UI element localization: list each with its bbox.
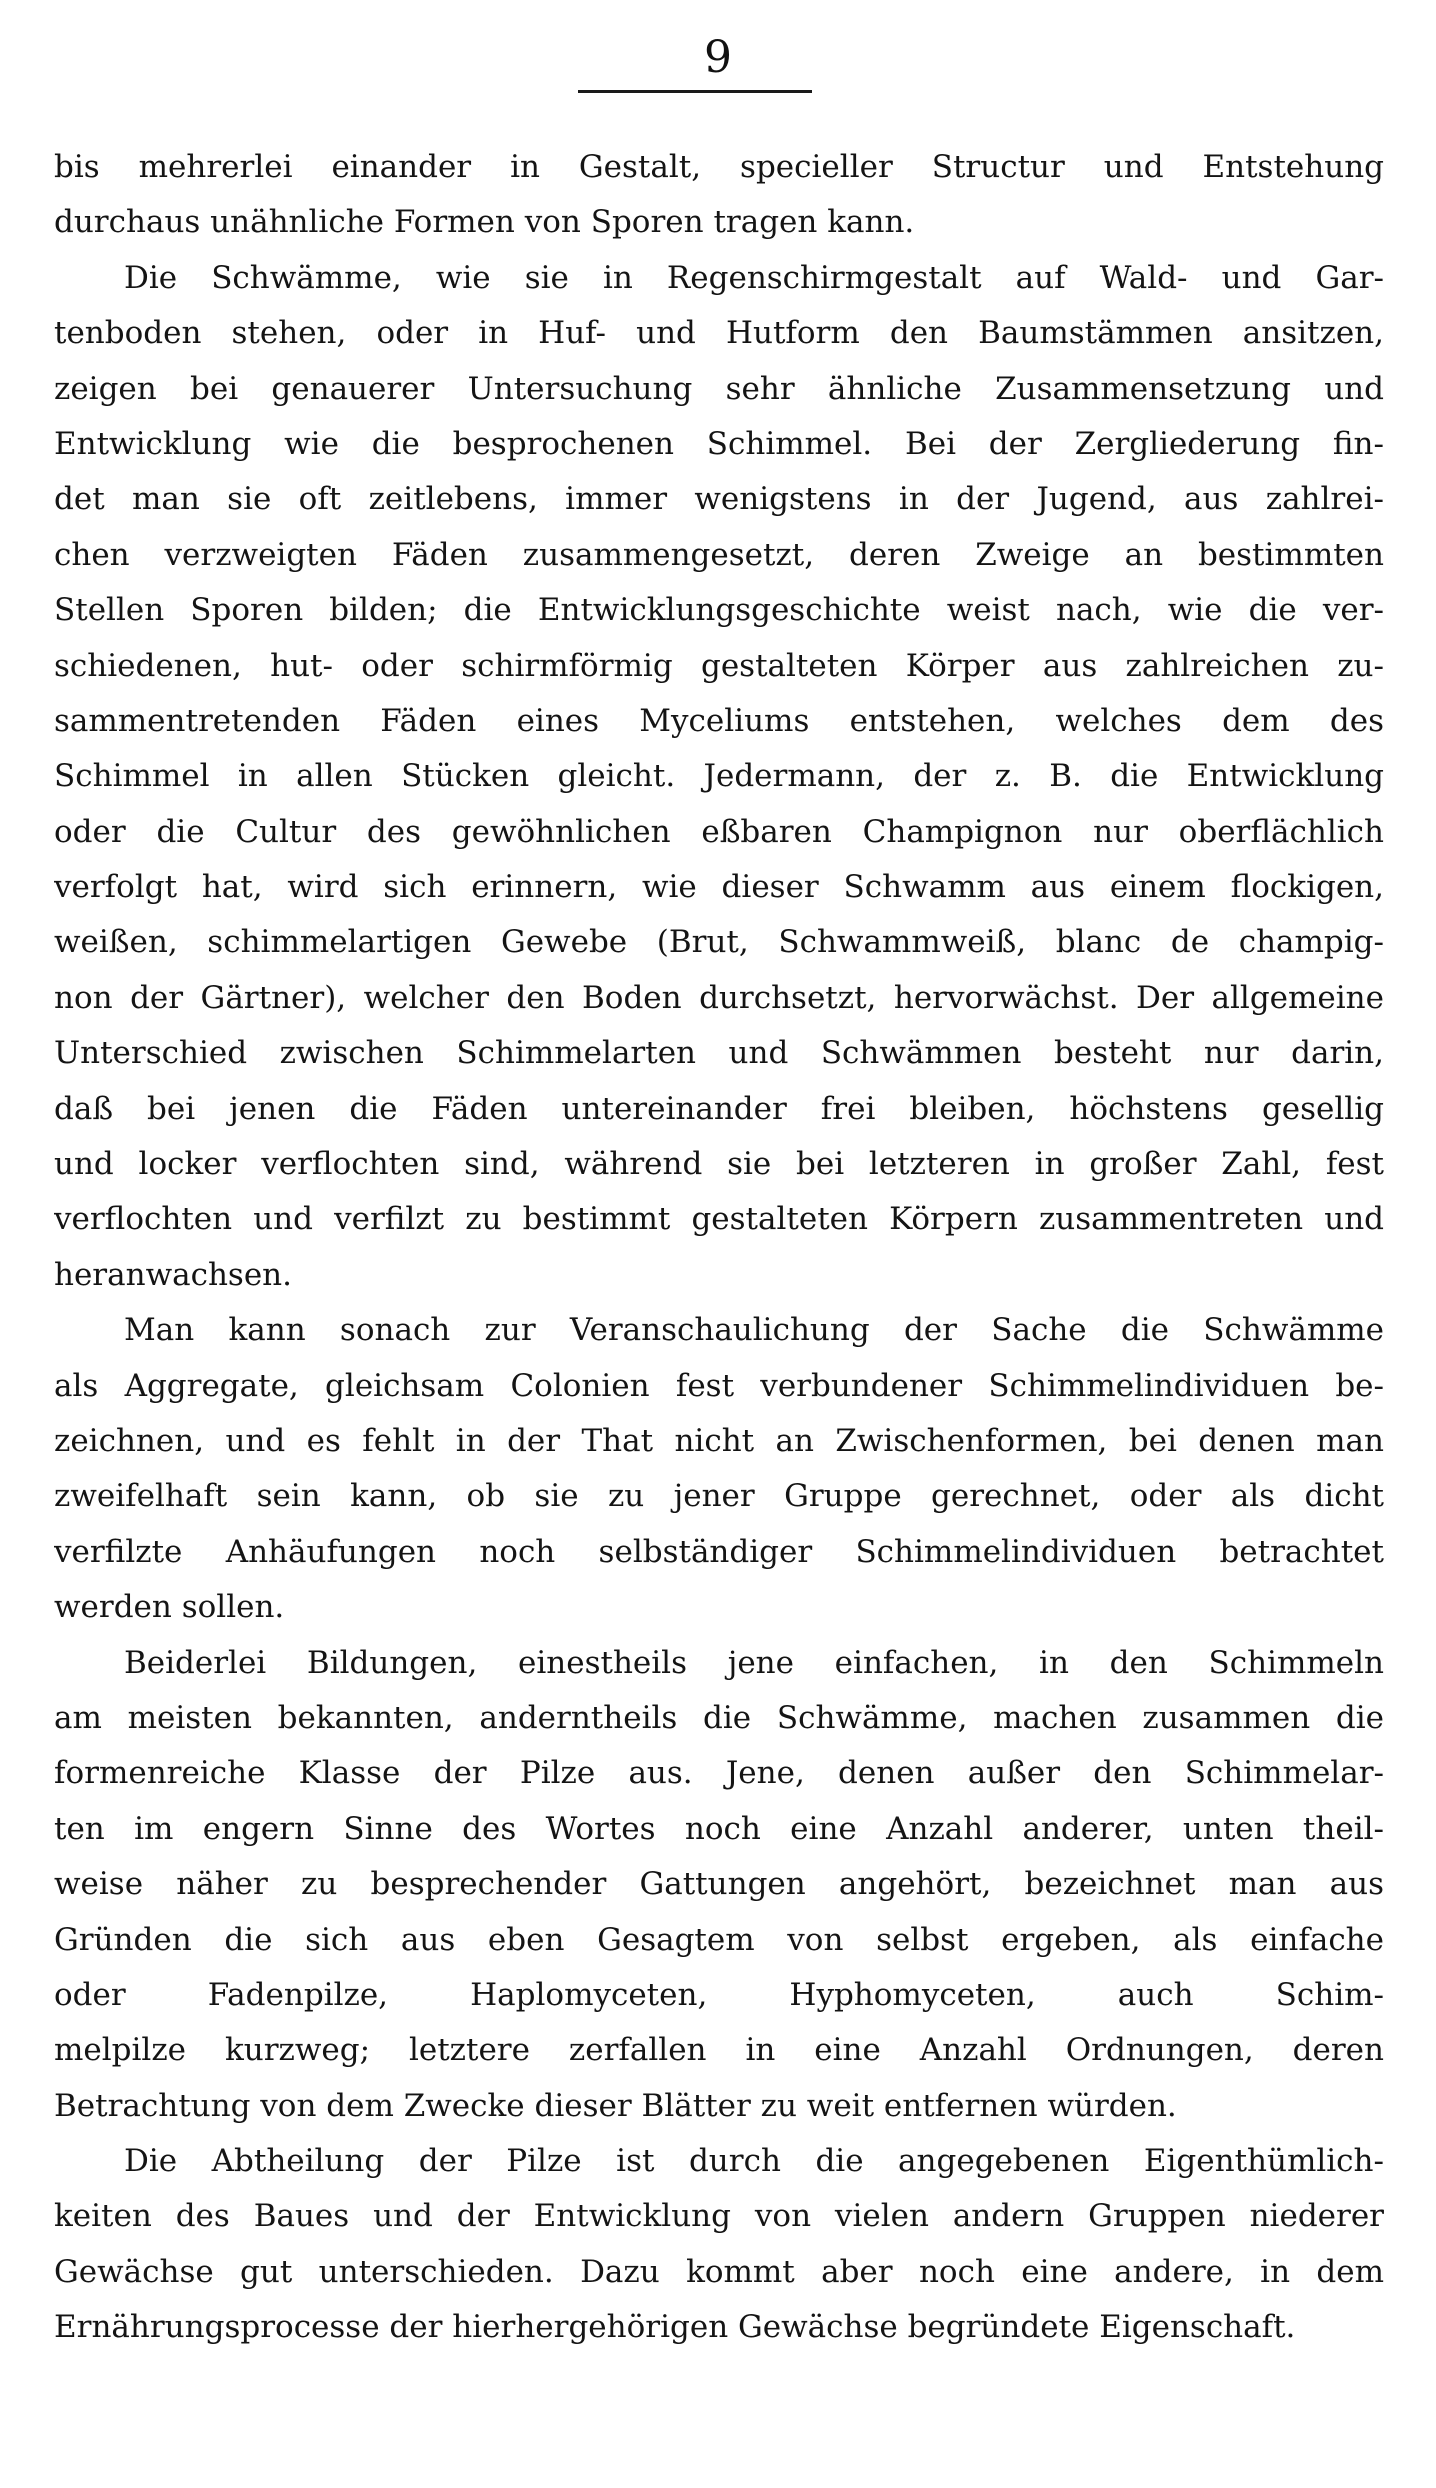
text-line: det man sie oft zeitlebens, immer wenigstens in der Jugend, aus zahlrei- [54,481,1384,518]
text-line: als Aggregate, gleichsam Colonien fest verbundener Schimmelindividuen be- [54,1367,1384,1404]
text-line: heranwachsen. [54,1256,292,1293]
text-line: schiedenen, hut- oder schirmförmig gestalteten Körper aus zahlreichen zu- [54,647,1384,684]
text-line: weise näher zu besprechender Gattungen angehört, bezeichnet man aus [54,1866,1384,1903]
text-line: zeichnen, und es fehlt in der That nicht an Zwischenformen, bei denen man [54,1422,1384,1459]
text-line: Die Abtheilung der Pilze ist durch die angegebenen Eigenthümlich- [124,2143,1384,2180]
text-line: Betrachtung von dem Zwecke dieser Blätter zu weit entfernen würden. [54,2087,1177,2124]
text-line: non der Gärtner), welcher den Boden durchsetzt, hervorwächst. Der allgemeine [54,979,1384,1016]
text-line: oder die Cultur des gewöhnlichen eßbaren Champignon nur oberflächlich [54,813,1384,850]
text-line: bis mehrerlei einander in Gestalt, specieller Structur und Entstehung [54,149,1384,185]
text-line: chen verzweigten Fäden zusammengesetzt, deren Zweige an bestimmten [54,536,1384,573]
text-line: Stellen Sporen bilden; die Entwicklungsgeschichte weist nach, wie die ver- [54,592,1384,629]
text-line: am meisten bekannten, anderntheils die Schwämme, machen zusammen die [54,1699,1384,1736]
text-line: sammentretenden Fäden eines Myceliums entstehen, welches dem des [54,702,1384,739]
text-line: werden sollen. [54,1589,285,1626]
text-line: zweifelhaft sein kann, ob sie zu jener Gruppe gerechnet, oder als dicht [54,1478,1384,1515]
paragraph [54,1303,1384,1635]
text-line: verfolgt hat, wird sich erinnern, wie dieser Schwamm aus einem flockigen, [54,869,1384,906]
text-line: Unterschied zwischen Schimmelarten und Schwämmen besteht nur darin, [54,1035,1384,1072]
text-line: verflochten und verfilzt zu bestimmt gestalteten Körpern zusammentreten und [54,1201,1384,1238]
text-line: und locker verflochten sind, während sie bei letzteren in großer Zahl, fest [54,1146,1384,1183]
text-line: Beiderlei Bildungen, einestheils jene einfachen, in den Schimmeln [124,1644,1384,1681]
header-rule [578,90,812,93]
paragraph [54,251,1384,1303]
text-line: verfilzte Anhäufungen noch selbständiger Schimmelindividuen betrachtet [54,1533,1384,1570]
text-line: weißen, schimmelartigen Gewebe (Brut, Schwammweiß, blanc de champig- [54,924,1384,961]
text-line: melpilze kurzweg; letztere zerfallen in eine Anzahl Ordnungen, deren [54,2032,1384,2069]
text-line: Entwicklung wie die besprochenen Schimmel. Bei der Zergliederung fin- [54,425,1384,462]
text-line: ten im engern Sinne des Wortes noch eine Anzahl anderer, unten theil- [54,1810,1384,1847]
text-line: formenreiche Klasse der Pilze aus. Jene, denen außer den Schimmelar- [54,1755,1384,1792]
body-text [54,140,1384,2356]
text-line: oder Fadenpilze, Haplomyceten, Hyphomyceten, auch Schim- [54,1976,1384,2013]
paragraph [54,1636,1384,2135]
text-line: Gründen die sich aus eben Gesagtem von selbst ergeben, als einfache [54,1921,1384,1958]
text-line: Die Schwämme, wie sie in Regenschirmgestalt auf Wald- und Gar- [124,259,1384,296]
paragraph [54,140,1384,251]
text-line: zeigen bei genauerer Untersuchung sehr ähnliche Zusammensetzung und [54,370,1384,407]
text-line: Gewächse gut unterschieden. Dazu kommt aber noch eine andere, in dem [54,2253,1384,2290]
text-line: tenboden stehen, oder in Huf- und Hutform den Baumstämmen ansitzen, [54,315,1384,352]
text-line: durchaus unähnliche Formen von Sporen tragen kann. [54,204,915,241]
text-line: Ernährungsprocesse der hierhergehörigen Gewächse begründete Eigenschaft. [54,2309,1296,2346]
text-line: daß bei jenen die Fäden untereinander frei bleiben, höchstens gesellig [54,1090,1384,1127]
text-line: Man kann sonach zur Veranschaulichung der Sache die Schwämme [124,1312,1384,1349]
text-line: Schimmel in allen Stücken gleicht. Jedermann, der z. B. die Entwicklung [54,758,1384,795]
page-number: 9 [704,32,732,83]
text-line: keiten des Baues und der Entwicklung von vielen andern Gruppen niederer [54,2198,1384,2235]
paragraph [54,2134,1384,2356]
